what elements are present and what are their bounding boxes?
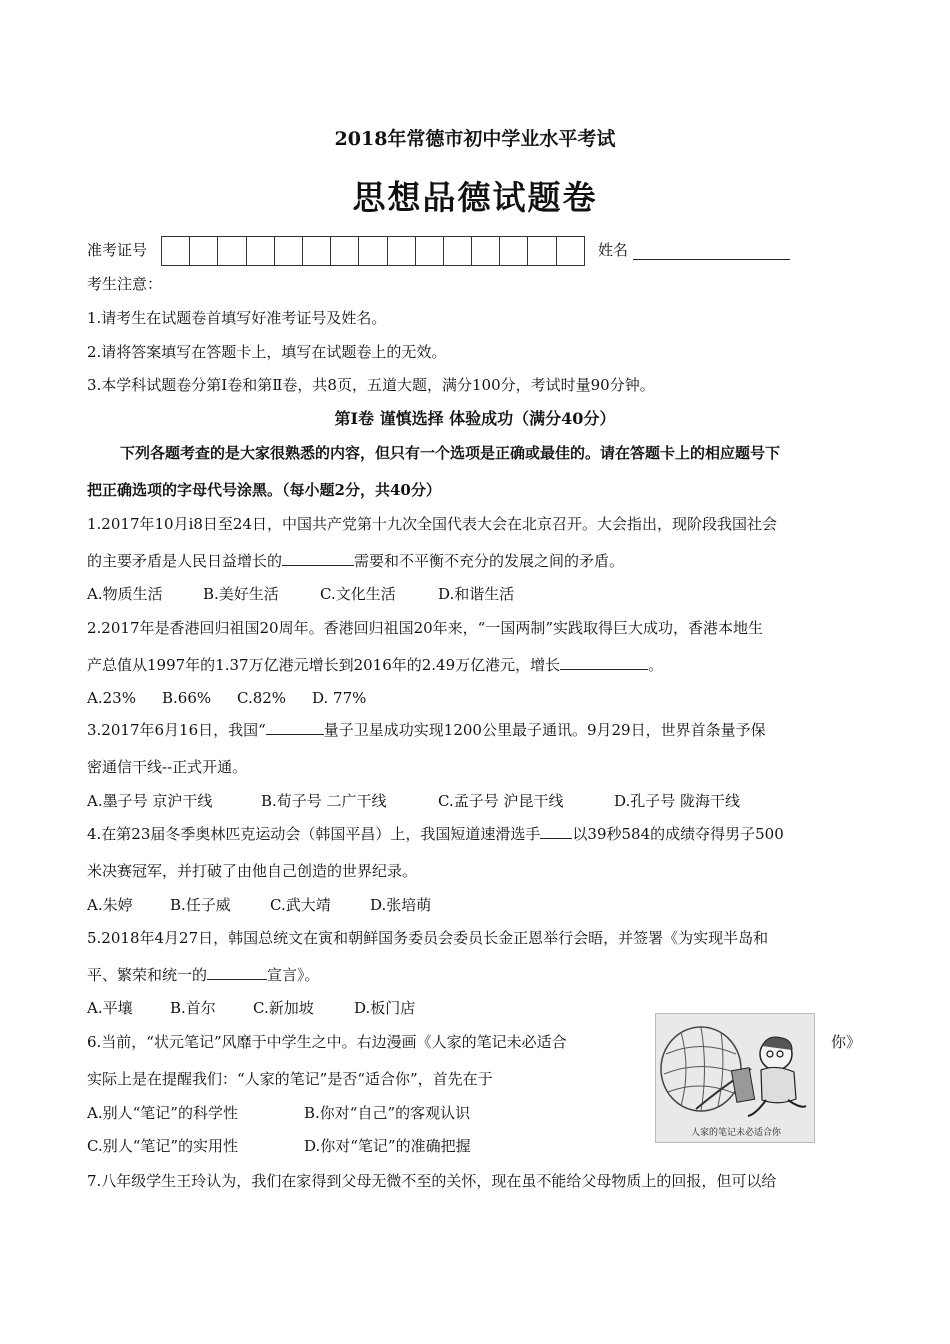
option[interactable]: C.文化生活 <box>320 585 396 603</box>
option[interactable]: B.荀子号 二广干线 <box>261 792 387 810</box>
option[interactable]: C.别人“笔记”的实用性 <box>87 1137 239 1155</box>
id-cell[interactable] <box>246 236 275 266</box>
cartoon-caption: 人家的笔记未必适合你 <box>690 1128 781 1138</box>
option[interactable]: D.张培萌 <box>370 896 432 914</box>
id-cell[interactable] <box>443 236 472 266</box>
id-cell[interactable] <box>217 236 246 266</box>
exam-title: 思想品德试题卷 <box>352 178 598 217</box>
name-label: 姓名 <box>598 241 629 259</box>
question-5-text: 5.2018年4月27日，韩国总统文在寅和朝鲜国务委员会委员长金正恩举行会晤，并签署《为实现半岛和 <box>87 929 769 947</box>
option[interactable]: C.武大靖 <box>270 896 331 914</box>
question-1-text: 1.2017年10月i8日至24日，中国共产党第十九次全国代表大会在北京召开。大会指出，现阶段我国社会 <box>87 515 778 533</box>
option[interactable]: D.孔子号 陇海干线 <box>614 792 741 810</box>
id-cell[interactable] <box>161 236 190 266</box>
id-cell[interactable] <box>274 236 303 266</box>
answer-blank <box>540 824 572 839</box>
question-2-text: 2.2017年是香港回归祖国20周年。香港回归祖国20年来，“一国两制”实践取得巨大成功，香港本地生 <box>87 619 764 637</box>
notice-item: 3.本学科试题卷分第Ⅰ卷和第Ⅱ卷，共8页，五道大题，满分100分，考试时量90分钟。 <box>87 376 655 394</box>
id-cell[interactable] <box>330 236 359 266</box>
option[interactable]: B.你对“自己”的客观认识 <box>304 1104 471 1122</box>
question-5-text: 平、繁荣和统一的 宣言》。 <box>87 966 320 984</box>
option[interactable]: A.23% <box>87 689 136 707</box>
section-instruction: 下列各题考查的是大家很熟悉的内容，但只有一个选项是正确或最佳的。请在答题卡上的相应题号下 <box>120 444 781 462</box>
question-3-text: 密通信干线--正式开通。 <box>87 758 248 776</box>
option[interactable]: A.朱婷 <box>87 896 133 914</box>
question-7-text: 7.八年级学生王玲认为，我们在家得到父母无微不至的关怀，现在虽不能给父母物质上的回报，但可以给 <box>87 1172 777 1190</box>
id-cell[interactable] <box>556 236 585 266</box>
option[interactable]: A.物质生活 <box>87 585 163 603</box>
section-instruction: 把正确选项的字母代号涂黑。（每小题2分，共40分） <box>87 481 441 499</box>
id-cell[interactable] <box>358 236 387 266</box>
id-number-grid[interactable] <box>162 236 585 266</box>
question-4-text: 米决赛冠军，并打破了由他自己创造的世界纪录。 <box>87 862 418 880</box>
answer-blank <box>560 655 648 670</box>
option[interactable]: D.和谐生活 <box>438 585 515 603</box>
option[interactable]: A.别人“笔记”的科学性 <box>87 1104 238 1122</box>
option[interactable]: A.墨子号 京沪干线 <box>87 792 213 810</box>
id-cell[interactable] <box>471 236 500 266</box>
answer-blank <box>266 720 324 735</box>
question-2-text: 产总值从1997年的1.37万亿港元增长到2016年的2.49万亿港元，增长 。 <box>87 656 664 674</box>
id-label: 准考证号 <box>87 241 148 259</box>
question-6-text: 6.当前，“状元笔记”风靡于中学生之中。右边漫画《人家的笔记未必适合 <box>87 1033 567 1051</box>
id-cell[interactable] <box>302 236 331 266</box>
option[interactable]: B.66% <box>162 689 212 707</box>
question-1-text: 的主要矛盾是人民日益增长的 需要和不平衡不充分的发展之间的矛盾。 <box>87 552 625 570</box>
question-3-text: 3.2017年6月16日，我国“ 量子卫星成功实现1200公里最子通讯。9月29日，世界首条量予保 <box>87 721 766 739</box>
option[interactable]: D. 77% <box>312 689 367 707</box>
option[interactable]: B.美好生活 <box>203 585 279 603</box>
question-4-text: 4.在第23届冬季奥林匹克运动会（韩国平昌）上，我国短道速滑选手 以39秒584的成绩夺得男子500 <box>87 825 784 843</box>
option[interactable]: D.板门店 <box>354 999 416 1017</box>
answer-blank <box>207 965 267 980</box>
id-cell[interactable] <box>189 236 218 266</box>
option[interactable]: C.82% <box>237 689 287 707</box>
id-cell[interactable] <box>527 236 556 266</box>
exam-subtitle: 2018年常德市初中学业水平考试 <box>334 128 616 150</box>
id-cell[interactable] <box>415 236 444 266</box>
cartoon-illustration <box>655 1013 815 1143</box>
option[interactable]: B.首尔 <box>170 999 216 1017</box>
option[interactable]: C.孟子号 沪昆干线 <box>438 792 564 810</box>
cartoon-drawing <box>656 1014 815 1143</box>
question-6-text: 实际上是在提醒我们：“人家的笔记”是否“适合你”，首先在于 <box>87 1070 493 1088</box>
question-6-text: 你》 <box>831 1033 862 1051</box>
id-cell[interactable] <box>387 236 416 266</box>
notice-item: 1.请考生在试题卷首填写好准考证号及姓名。 <box>87 309 387 327</box>
section-heading: 第Ⅰ卷 谨慎选择 体验成功（满分40分） <box>334 409 616 428</box>
notice-item: 2.请将答案填写在答题卡上，填写在试题卷上的无效。 <box>87 343 447 361</box>
option[interactable]: A.平壤 <box>87 999 133 1017</box>
option[interactable]: B.任子威 <box>170 896 231 914</box>
name-field[interactable] <box>633 259 790 260</box>
option[interactable]: D.你对“笔记”的准确把握 <box>304 1137 471 1155</box>
id-cell[interactable] <box>499 236 528 266</box>
answer-blank <box>282 551 354 566</box>
notice-heading: 考生注意： <box>87 275 163 293</box>
option[interactable]: C.新加坡 <box>253 999 314 1017</box>
